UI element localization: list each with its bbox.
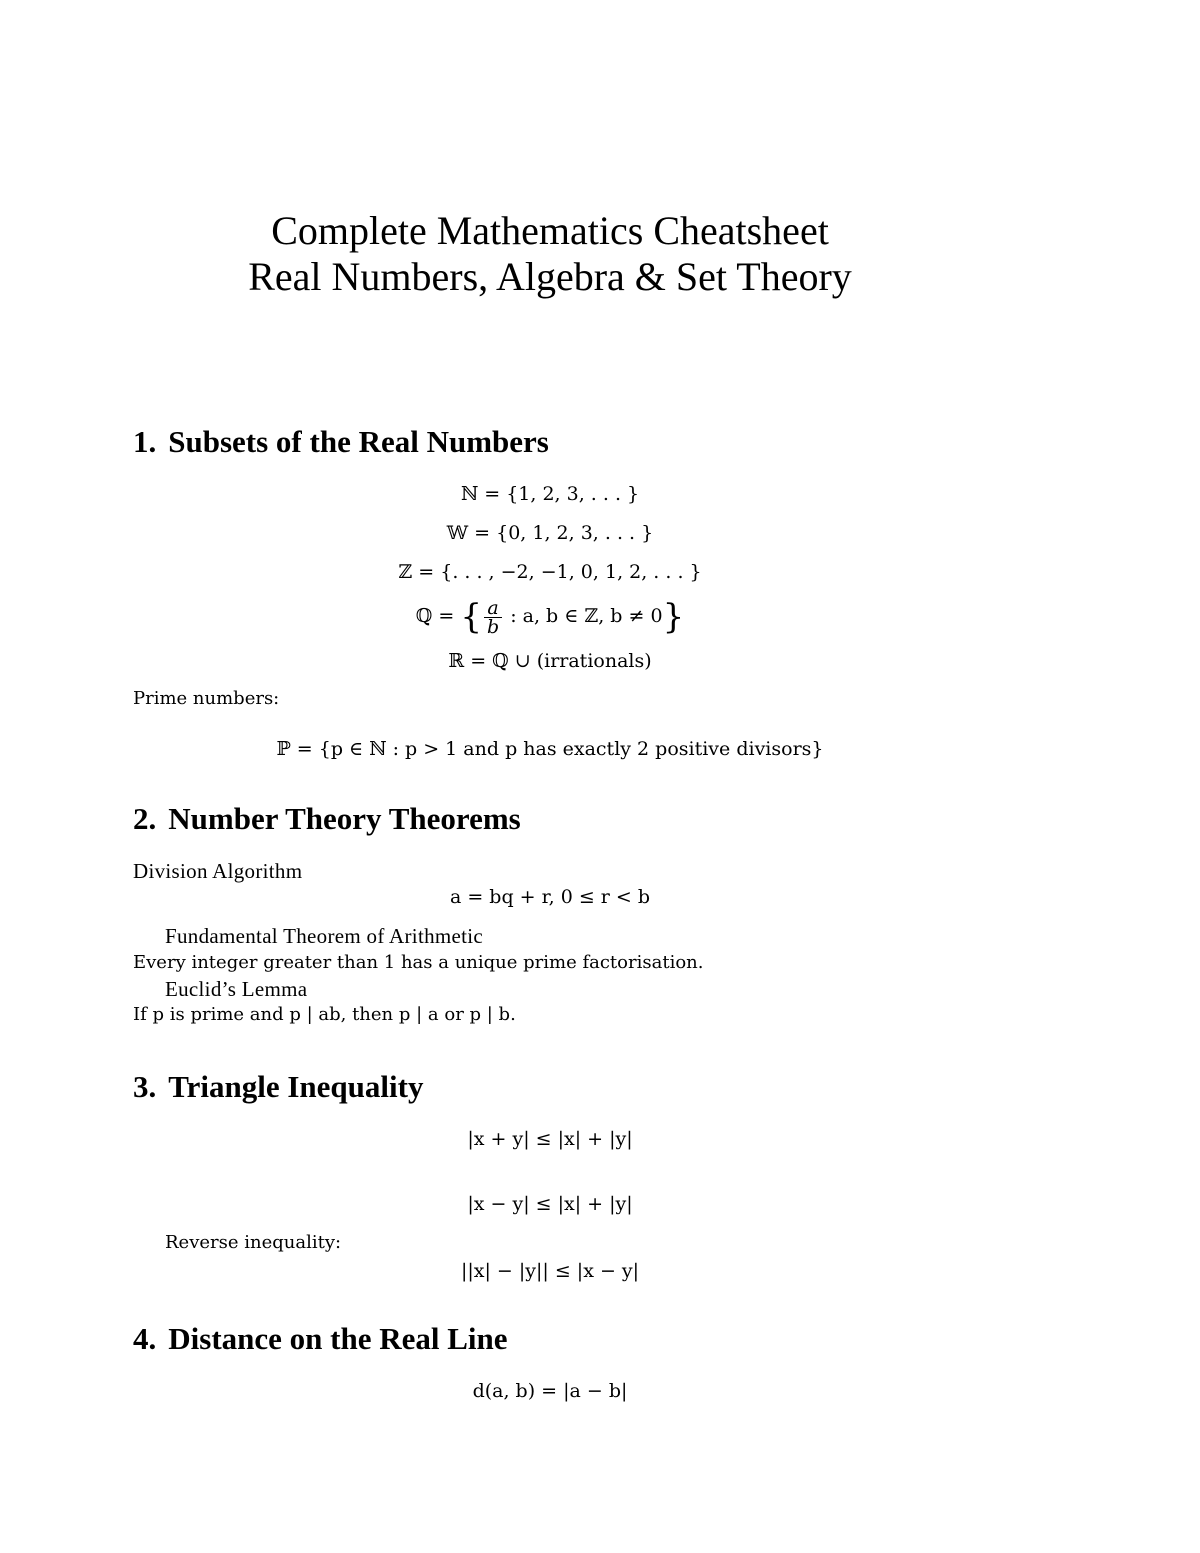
section-heading-subsets [133, 424, 549, 460]
equation-naturals: ℕ = {1, 2, 3, . . . } [460, 483, 640, 505]
euclid-lemma-statement: If p is prime and p | ab, then p | a or p | b. [133, 1004, 516, 1025]
section-number: 1. [133, 424, 157, 459]
section-number: 4. [133, 1321, 157, 1356]
equation-primes: ℙ = {p ∈ ℕ : p > 1 and p has exactly 2 positive divisors} [276, 738, 824, 760]
rationals-fraction [484, 596, 502, 638]
document-title-line1: Complete Mathematics Cheatsheet [271, 208, 829, 253]
equation-integers: ℤ = {. . . , −2, −1, 0, 1, 2, . . . } [398, 561, 702, 583]
fraction-denominator: b [486, 615, 500, 638]
equation-triangle-sum: |x + y| ≤ |x| + |y| [467, 1128, 633, 1150]
section-title: Triangle Inequality [168, 1069, 424, 1104]
section-heading-number-theory [133, 801, 521, 837]
section-heading-distance [133, 1321, 508, 1357]
rationals-lhs: ℚ = [415, 605, 455, 627]
fraction-numerator: a [484, 599, 502, 618]
equation-triangle-difference: |x − y| ≤ |x| + |y| [467, 1193, 633, 1215]
rationals-close-brace: } [662, 597, 685, 637]
rationals-open-brace: { [460, 597, 482, 637]
document-title-line2: Real Numbers, Algebra & Set Theory [248, 254, 852, 299]
section-title: Distance on the Real Line [168, 1321, 508, 1356]
division-algorithm-label: Division Algorithm [133, 859, 303, 883]
euclid-lemma-label: Euclid’s Lemma [165, 977, 308, 1001]
section-title: Subsets of the Real Numbers [168, 424, 549, 459]
equation-distance: d(a, b) = |a − b| [472, 1380, 628, 1402]
equation-reals: ℝ = ℚ ∪ (irrationals) [448, 650, 652, 672]
reverse-inequality-label: Reverse inequality: [165, 1232, 342, 1253]
primes-label: Prime numbers: [133, 688, 280, 709]
equation-reverse-triangle: ||x| − |y|| ≤ |x − y| [460, 1260, 640, 1282]
section-number: 3. [133, 1069, 157, 1104]
section-heading-triangle [133, 1069, 423, 1105]
equation-division: a = bq + r, 0 ≤ r < b [449, 886, 651, 908]
fta-statement: Every integer greater than 1 has a unique prime factorisation. [133, 952, 704, 973]
section-title: Number Theory Theorems [168, 801, 521, 836]
equation-rationals [0, 595, 1100, 637]
equation-wholes: 𝕎 = {0, 1, 2, 3, . . . } [446, 522, 654, 544]
rationals-condition: : a, b ∈ ℤ, b ≠ 0 [510, 605, 663, 627]
fta-label: Fundamental Theorem of Arithmetic [165, 924, 484, 948]
section-number: 2. [133, 801, 157, 836]
